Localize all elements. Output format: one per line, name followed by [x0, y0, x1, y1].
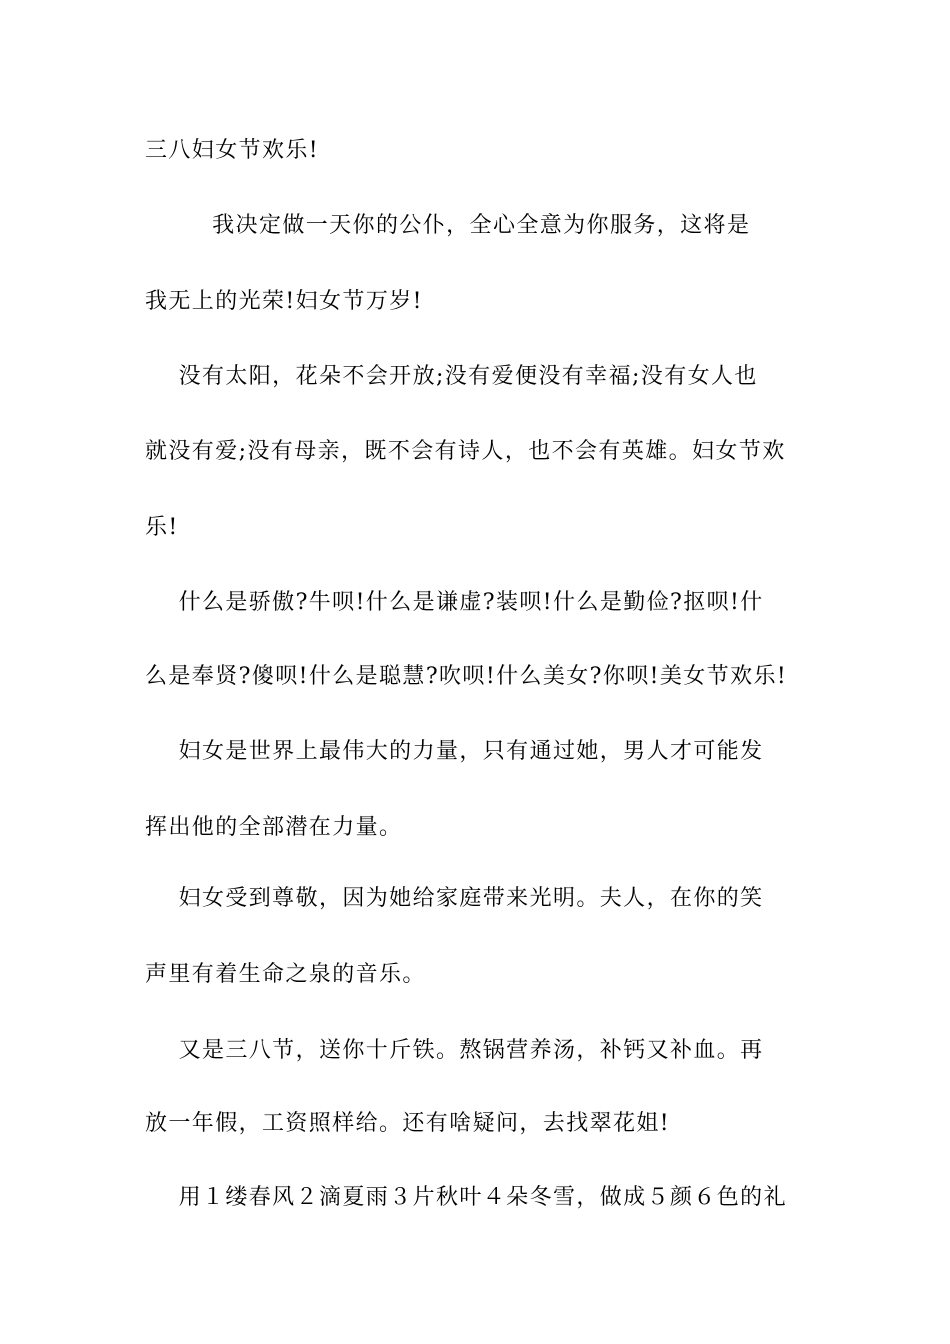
text-line: 妇女受到尊敬，因为她给家庭带来光明。夫人，在你的笑: [145, 886, 764, 911]
text-line: 乐!: [145, 515, 179, 540]
text-line: 又是三八节，送你十斤铁。熬锅营养汤，补钙又补血。再: [145, 1038, 764, 1063]
text-line: 我决定做一天你的公仆，全心全意为你服务，这将是: [145, 213, 751, 238]
text-line: 么是奉贤?傻呗!什么是聪慧?吹呗!什么美女?你呗!美女节欢乐!: [145, 664, 788, 689]
text-line: 三八妇女节欢乐!: [145, 138, 320, 163]
text-line: 放一年假，工资照样给。还有啥疑问，去找翠花姐!: [145, 1111, 671, 1136]
text-line: 就没有爱;没有母亲，既不会有诗人，也不会有英雄。妇女节欢: [145, 439, 786, 464]
text-line: 我无上的光荣!妇女节万岁!: [145, 289, 423, 314]
text-line: 什么是骄傲?牛呗!什么是谦虚?装呗!什么是勤俭?抠呗!什: [145, 590, 764, 615]
text-line: 用１缕春风２滴夏雨３片秋叶４朵冬雪，做成５颜６色的礼: [145, 1185, 787, 1210]
text-line: 妇女是世界上最伟大的力量，只有通过她，男人才可能发: [145, 739, 764, 764]
text-line: 挥出他的全部潜在力量。: [145, 815, 403, 840]
text-line: 没有太阳，花朵不会开放;没有爱便没有幸福;没有女人也: [145, 364, 758, 389]
text-line: 声里有着生命之泉的音乐。: [145, 962, 426, 987]
